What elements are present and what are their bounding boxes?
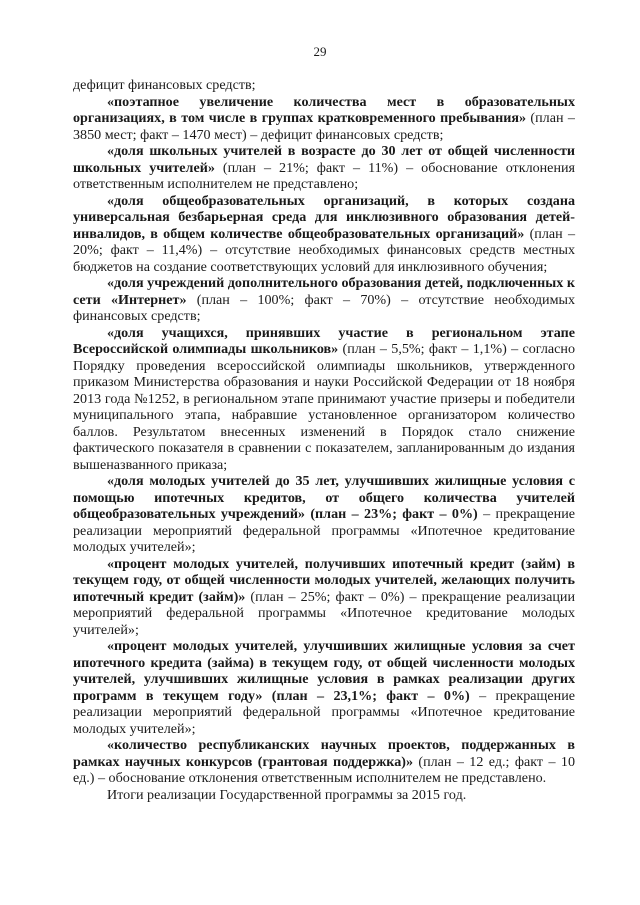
indicator-comment: – прекращение реализации мероприятий федеральной программы «Ипотечное кредитование молодых учителей»; xyxy=(73,506,575,555)
indicator-comment: (план – 20%; факт – 11,4%) – отсутствие необходимых финансовых средств местных бюджетов на создание соответствующих условий для инклюзивного обучения; xyxy=(73,225,575,275)
paragraph xyxy=(73,473,575,556)
indicator-name: «поэтапное увеличение количества мест в образовательных организациях, в том числе в группах кратковременного пребывания» xyxy=(73,93,575,126)
indicator-name: «доля учащихся, принявших участие в региональном этапе Всероссийской олимпиады школьников» xyxy=(73,324,575,357)
indicator-comment: (план – 21%; факт – 11%) – обоснование отклонения ответственным исполнителем не представлено; xyxy=(73,159,576,192)
indicator-comment: (план – 3850 мест; факт – 1470 мест) – дефицит финансовых средств; xyxy=(73,110,575,143)
indicator-comment: дефицит финансовых средств; xyxy=(73,77,256,93)
indicator-comment: (план – 5,5%; факт – 1,1%) – согласно Порядку проведения всероссийской олимпиады школьников, утвержденного приказом Министерства образования и науки Российской Федерации от 18 ноября 2013 года №1252, в региональном этапе принимают участие призеры и победители муниципального этапа, набравшие установленное организатором количество баллов. Результатом внесенных изменений в Порядок стало снижение фактического показателя в сравнении с показателем, запланированным до издания вышеназванного приказа; xyxy=(73,341,575,473)
indicator-comment: (план – 100%; факт – 70%) – отсутствие необходимых финансовых средств; xyxy=(73,291,575,324)
indicator-name: «доля молодых учителей до 35 лет, улучшивших жилищные условия с помощью ипотечных кредитов, от общего количества учителей общеобразовательных учреждений» (план – 23%; факт – 0%) xyxy=(73,473,575,522)
indicator-comment: (план – 12 ед.; факт – 10 ед.) – обоснование отклонения ответственным исполнителем не представлено. xyxy=(73,753,575,786)
paragraph xyxy=(73,325,575,474)
indicator-name: «доля школьных учителей в возрасте до 30 лет от общей численности школьных учителей» xyxy=(73,143,575,176)
indicator-comment: Итоги реализации Государственной программы за 2015 год. xyxy=(107,786,467,803)
paragraph xyxy=(73,556,575,639)
paragraph xyxy=(73,193,575,276)
paragraph xyxy=(73,77,575,94)
indicator-comment: (план – 25%; факт – 0%) – прекращение реализации мероприятий федеральной программы «Ипотечное кредитование молодых учителей»; xyxy=(73,588,575,638)
paragraph xyxy=(73,143,575,193)
closing-paragraph xyxy=(73,787,575,804)
page-number: 29 xyxy=(313,44,327,59)
indicator-comment: – прекращение реализации мероприятий федеральной программы «Ипотечное кредитование молодых учителей»; xyxy=(73,687,575,737)
indicator-name: «доля учреждений дополнительного образования детей, подключенных к сети «Интернет» xyxy=(73,275,575,308)
paragraph xyxy=(73,638,575,737)
paragraph xyxy=(73,737,575,787)
paragraph xyxy=(73,275,575,325)
indicator-name: «процент молодых учителей, улучшивших жилищные условия за счет ипотечного кредита (займа) в текущем году, от общей численности молодых учителей, улучшивших жилищные условия в рамках реализации других программ в текущем году» (план – 23,1%; факт – 0%) xyxy=(73,638,575,704)
indicator-name: «доля общеобразовательных организаций, в которых создана универсальная безбарьерная среда для инклюзивного образования детей-инвалидов, в общем количестве общеобразовательных организаций» xyxy=(73,192,575,242)
indicator-name: «процент молодых учителей, получивших ипотечный кредит (займ) в текущем году, от общей численности молодых учителей, желающих получить ипотечный кредит (займ)» xyxy=(73,555,575,605)
body-text xyxy=(73,77,575,803)
paragraph xyxy=(73,94,575,144)
indicator-name: «количество республиканских научных проектов, поддержанных в рамках научных конкурсов (грантовая поддержка)» xyxy=(73,737,575,770)
